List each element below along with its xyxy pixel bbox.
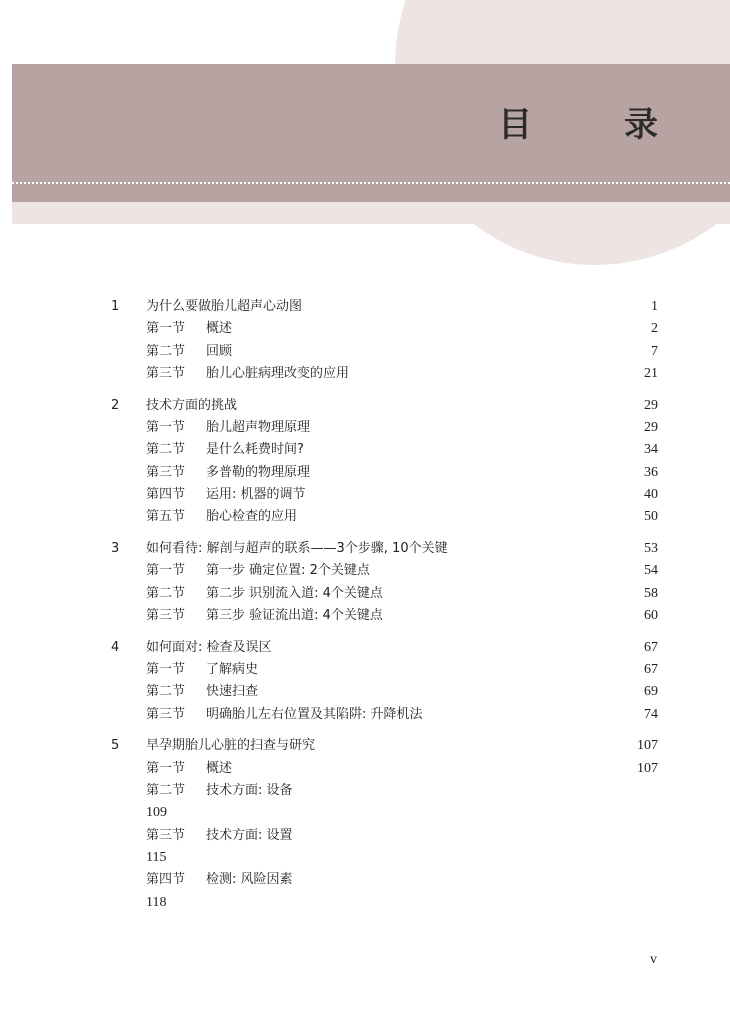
chapter-title: 技术方面的挑战 [146,397,238,413]
section-label: 第二节 [146,343,186,359]
page-folio: v [650,952,657,967]
toc-section-row[interactable] [0,605,730,627]
section-page: 54 [644,563,658,579]
toc-section-page-row [0,847,730,869]
chapter-number: 1 [111,299,120,314]
section-title: 技术方面: 设备 [206,783,293,798]
toc-section-row[interactable] [0,825,730,847]
section-page: 115 [146,849,167,865]
chapter-title: 如何看待: 解剖与超声的联系——3个步骤, 10个关键 [146,541,448,556]
toc-chapter-row[interactable] [0,735,730,757]
section-label: 第三节 [146,365,186,381]
section-label: 第三节 [146,607,186,623]
section-title: 检测: 风险因素 [206,872,293,888]
section-title: 回顾 [206,343,233,359]
toc-section-page-row [0,892,730,914]
chapter-page: 107 [637,738,658,754]
chapter-number: 5 [111,738,120,754]
section-title: 快速扫查 [206,684,259,700]
section-title: 胎儿心脏病理改变的应用 [206,365,350,381]
section-page: 118 [146,894,167,910]
toc-section-row[interactable] [0,318,730,340]
section-label: 第三节 [146,827,186,843]
section-label: 第三节 [146,706,186,722]
chapter-number: 3 [111,541,120,556]
section-label: 第一节 [146,420,186,435]
chapter-number: 4 [111,639,120,655]
toc-section-row[interactable] [0,681,730,703]
section-page: 60 [644,607,658,623]
section-page: 34 [644,442,658,458]
section-page: 74 [644,706,658,722]
section-label: 第二节 [146,442,186,458]
section-page: 7 [651,343,658,359]
toc-section-row[interactable] [0,583,730,605]
toc-section-row[interactable] [0,506,730,528]
toc-section-row[interactable] [0,704,730,726]
section-page: 107 [637,760,658,776]
section-title: 概述 [206,760,233,776]
toc-chapter-row[interactable] [0,538,730,560]
section-title: 了解病史 [206,662,259,677]
chapter-page: 1 [651,299,658,314]
section-page: 109 [146,805,167,821]
section-label: 第一节 [146,321,186,337]
section-page: 67 [644,662,658,677]
section-title: 胎儿超声物理原理 [206,420,311,435]
section-title: 是什么耗费时间? [206,442,304,458]
chapter-title: 早孕期胎儿心脏的扫查与研究 [146,738,316,754]
toc-section-row[interactable] [0,659,730,681]
section-page: 29 [644,420,658,435]
toc-section-row[interactable] [0,417,730,439]
toc-section-row[interactable] [0,758,730,780]
section-title: 胎心检查的应用 [206,509,298,525]
toc-section-row[interactable] [0,780,730,802]
section-title: 第三步 验证流出道: 4个关键点 [206,607,383,623]
section-page: 50 [644,509,658,525]
section-label: 第二节 [146,684,186,700]
toc-chapter-row[interactable] [0,637,730,659]
toc-section-row[interactable] [0,439,730,461]
section-label: 第二节 [146,585,186,601]
section-label: 第四节 [146,486,186,502]
toc-section-row[interactable] [0,341,730,363]
section-page: 36 [644,464,658,480]
section-label: 第一节 [146,662,186,677]
section-page: 58 [644,585,658,601]
section-title: 明确胎儿左右位置及其陷阱: 升降机法 [206,706,423,722]
section-label: 第一节 [146,760,186,776]
toc-section-row[interactable] [0,462,730,484]
toc-section-row[interactable] [0,560,730,582]
section-page: 2 [651,321,658,337]
section-title: 技术方面: 设置 [206,827,293,843]
toc-chapter-row[interactable] [0,296,730,318]
toc-chapter-row[interactable] [0,395,730,417]
section-label: 第一节 [146,563,186,579]
toc-section-row[interactable] [0,484,730,506]
chapter-title: 为什么要做胎儿超声心动图 [146,299,303,314]
section-page: 69 [644,684,658,700]
chapter-page: 29 [644,397,658,413]
section-label: 第五节 [146,509,186,525]
section-label: 第四节 [146,872,186,888]
section-label: 第二节 [146,783,186,798]
chapter-number: 2 [111,397,120,413]
chapter-page: 53 [644,541,658,556]
toc-section-row[interactable] [0,363,730,385]
section-title: 第一步 确定位置: 2个关键点 [206,563,370,579]
section-title: 第二步 识别流入道: 4个关键点 [206,585,383,601]
section-page: 40 [644,486,658,502]
section-title: 运用: 机器的调节 [206,486,306,502]
chapter-title: 如何面对: 检查及误区 [146,639,272,655]
section-title: 概述 [206,321,233,337]
toc-section-row[interactable] [0,869,730,891]
toc-section-page-row [0,802,730,824]
section-page: 21 [644,365,658,381]
section-label: 第三节 [146,464,186,480]
section-title: 多普勒的物理原理 [206,464,311,480]
page-title: 目 录 [498,105,698,145]
chapter-page: 67 [644,639,658,655]
